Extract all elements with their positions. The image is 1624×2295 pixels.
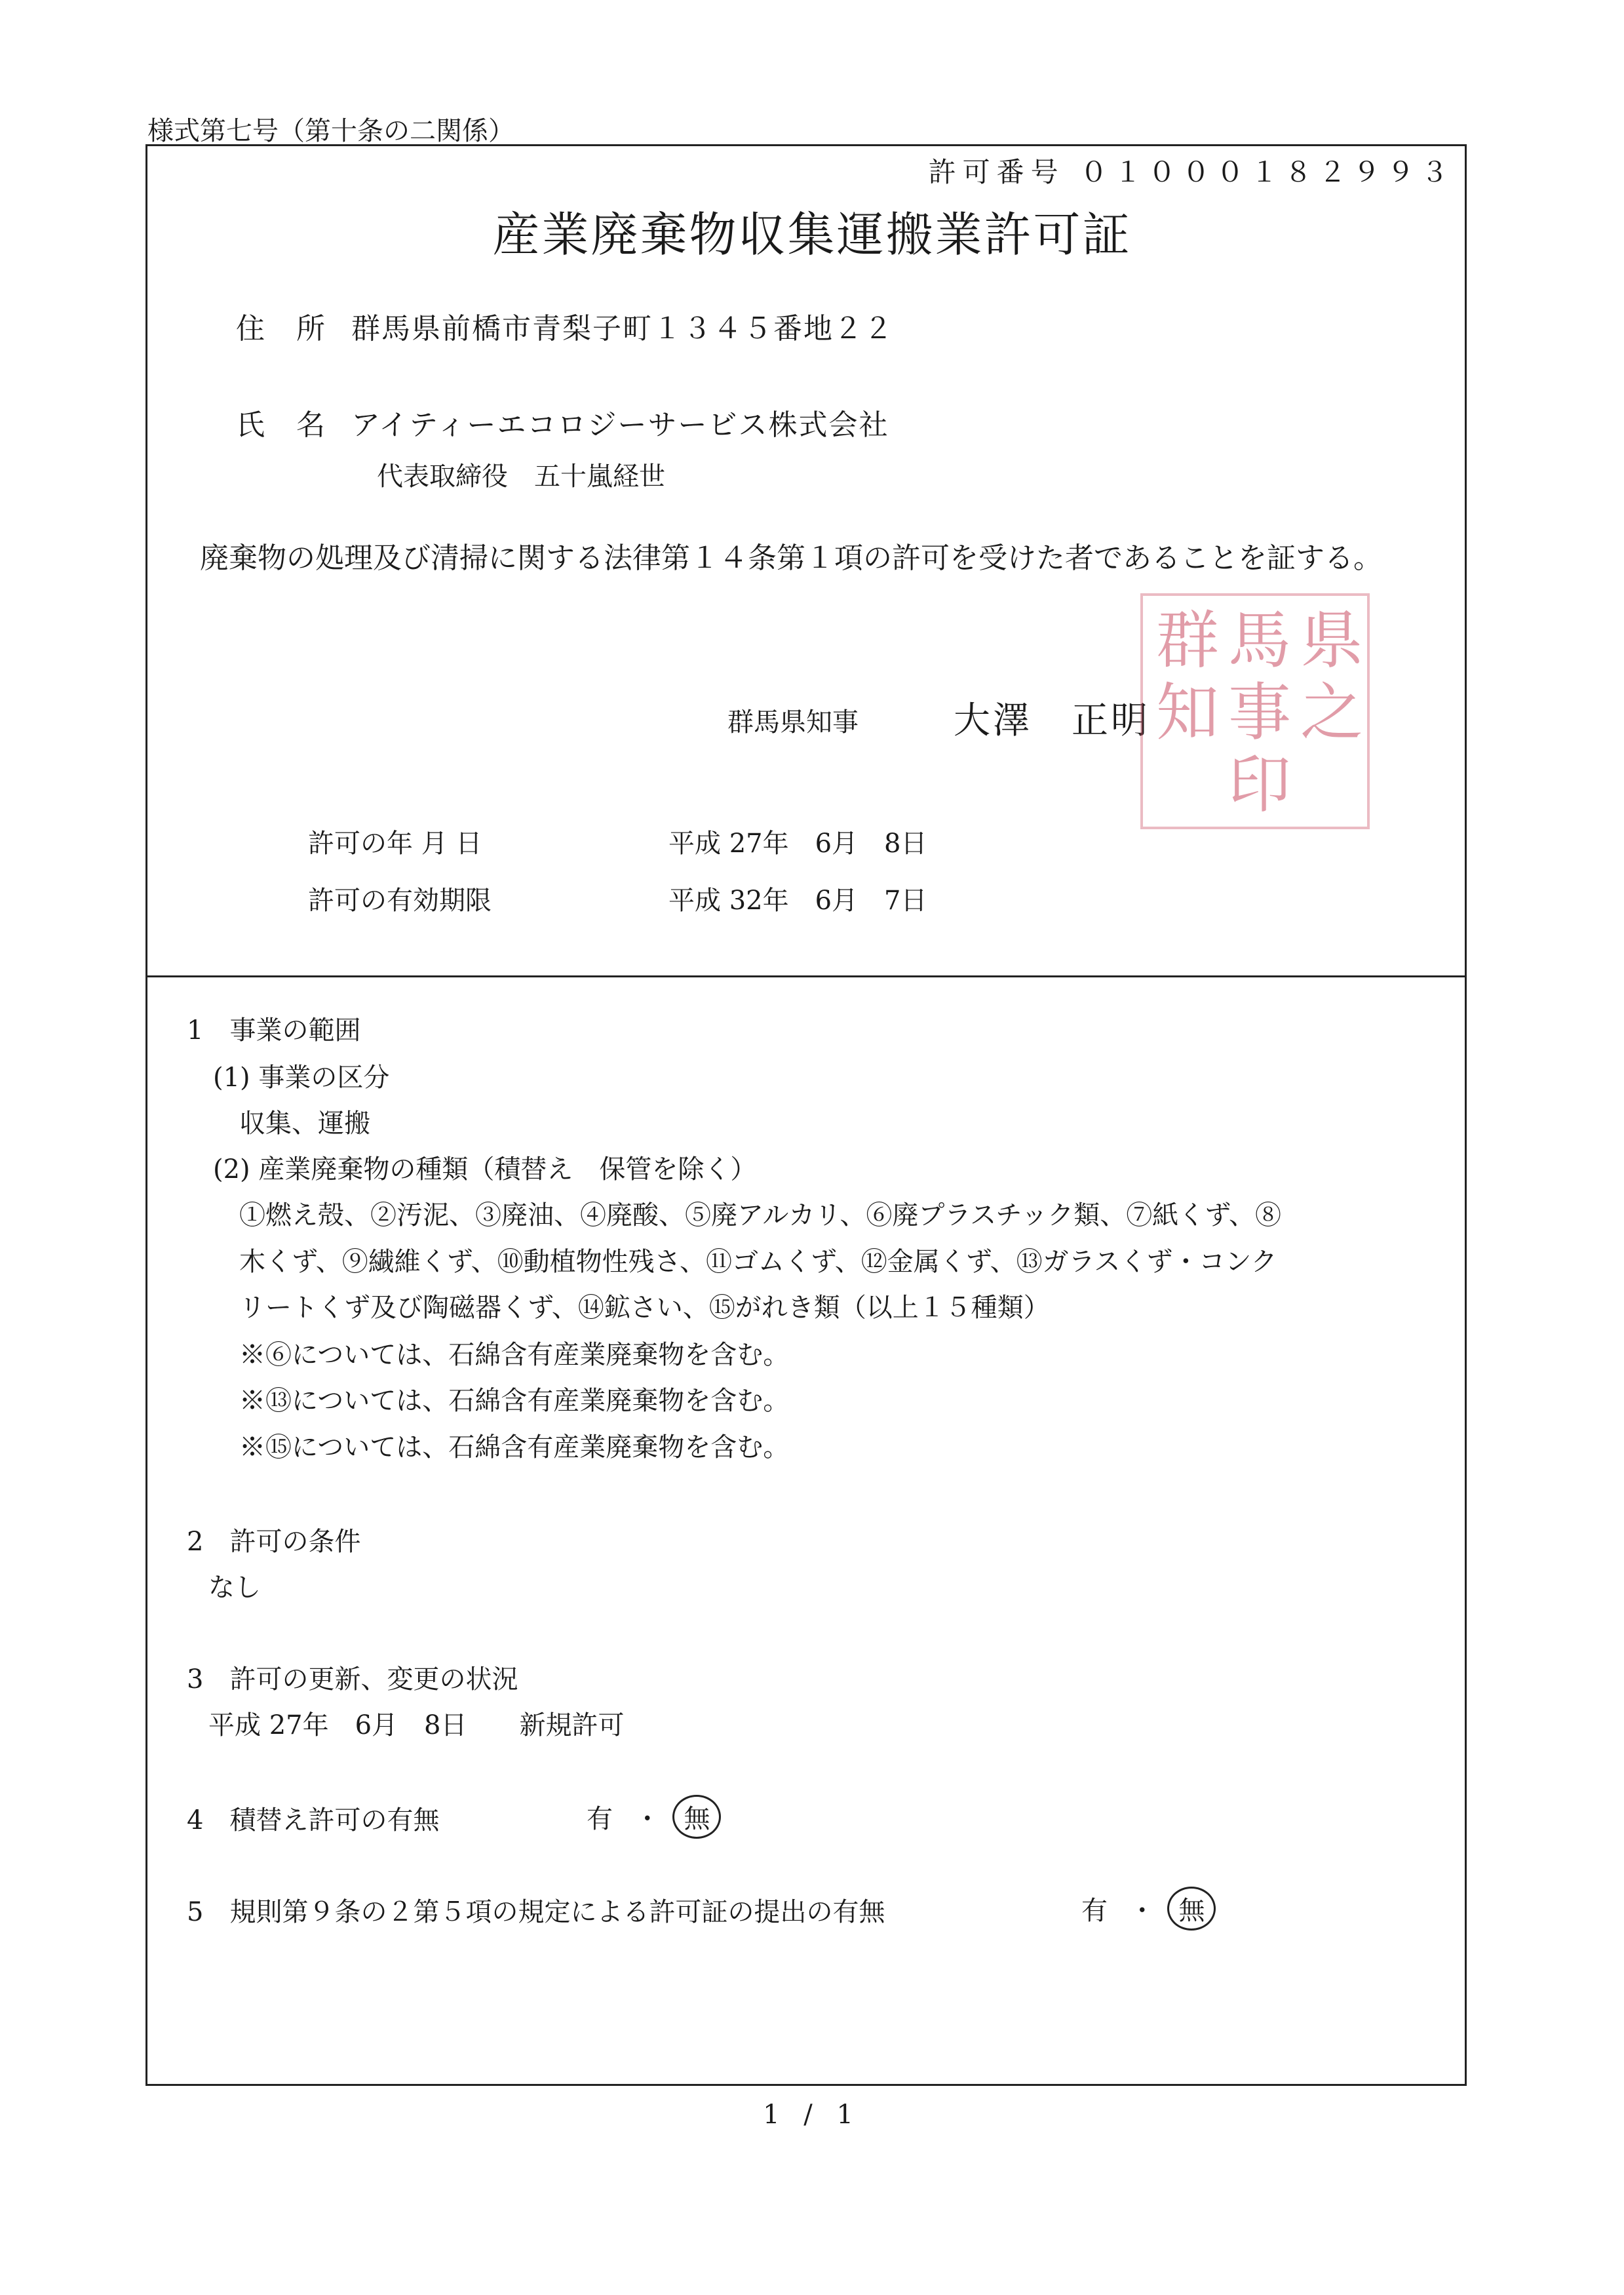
expiry-date-value: 平成 32年 6月 7日 [668, 886, 927, 916]
choice-separator: ・ [634, 1804, 661, 1834]
governor-name: 大澤 正明 [954, 699, 1150, 742]
name-field [236, 401, 889, 443]
waste-line: ①燃え殻、②汚泥、③廃油、④廃酸、⑤廃アルカリ、⑥廃プラスチック類、⑦紙くず、⑧ [239, 1200, 1281, 1230]
asbestos-note: ※⑥については、石綿含有産業廃棄物を含む。 [239, 1340, 790, 1370]
choice-separator: ・ [1129, 1896, 1155, 1926]
submission-choice [1081, 1887, 1216, 1931]
page-number: 1 / 1 [763, 2100, 861, 2130]
certification-statement: 廃棄物の処理及び清掃に関する法律第１４条第１項の許可を受けた者であることを証する。 [200, 541, 1382, 575]
section2-value: なし [208, 1573, 261, 1603]
choice-no-circled: 無 [1167, 1887, 1216, 1931]
choice-yes: 有 [587, 1804, 613, 1834]
name-value: アイティーエコロジーサービス株式会社 [351, 408, 889, 442]
official-seal-stamp: 群 馬 県 知 事 之 印 [1140, 593, 1370, 829]
page-title: 産業廃棄物収集運搬業許可証 [492, 207, 1132, 262]
permit-date-value: 平成 27年 6月 8日 [668, 829, 927, 859]
representative: 代表取締役 五十嵐経世 [377, 461, 665, 492]
section-divider [145, 975, 1467, 977]
transshipment-choice [587, 1795, 721, 1839]
address-value: 群馬県前橋市青梨子町１３４５番地２２ [351, 312, 894, 345]
business-category-label: (1) 事業の区分 [213, 1063, 390, 1093]
section4-heading: 4 積替え許可の有無 [187, 1805, 440, 1835]
name-label: 氏 名 [236, 408, 326, 442]
address-field [236, 305, 894, 347]
section2-heading: 2 許可の条件 [187, 1527, 361, 1557]
choice-no-circled: 無 [672, 1795, 721, 1839]
waste-line: 木くず、⑨繊維くず、⑩動植物性残さ、⑪ゴムくず、⑫金属くず、⑬ガラスくず・コンク [239, 1247, 1277, 1277]
governor-title: 群馬県知事 [727, 707, 859, 737]
form-label: 様式第七号（第十条の二関係） [147, 116, 514, 146]
expiry-date-label: 許可の有効期限 [308, 886, 492, 916]
permit-number: 許可番号 ０１０００１８２９９３ [928, 156, 1455, 188]
waste-line: リートくず及び陶磁器くず、⑭鉱さい、⑮がれき類（以上１５種類） [239, 1293, 1050, 1323]
choice-yes: 有 [1081, 1896, 1108, 1926]
business-category-value: 収集、運搬 [239, 1108, 370, 1139]
asbestos-note: ※⑮については、石綿含有産業廃棄物を含む。 [239, 1432, 790, 1462]
asbestos-note: ※⑬については、石綿含有産業廃棄物を含む。 [239, 1386, 790, 1416]
section3-value: 平成 27年 6月 8日 新規許可 [208, 1710, 625, 1740]
permit-date-label: 許可の年 月 日 [308, 829, 482, 859]
section5-heading: 5 規則第９条の２第５項の規定による許可証の提出の有無 [187, 1897, 885, 1927]
waste-types-label: (2) 産業廃棄物の種類（積替え 保管を除く） [213, 1154, 757, 1185]
section3-heading: 3 許可の更新、変更の状況 [187, 1664, 518, 1695]
section1-heading: 1 事業の範囲 [187, 1015, 361, 1046]
address-label: 住 所 [236, 312, 326, 345]
